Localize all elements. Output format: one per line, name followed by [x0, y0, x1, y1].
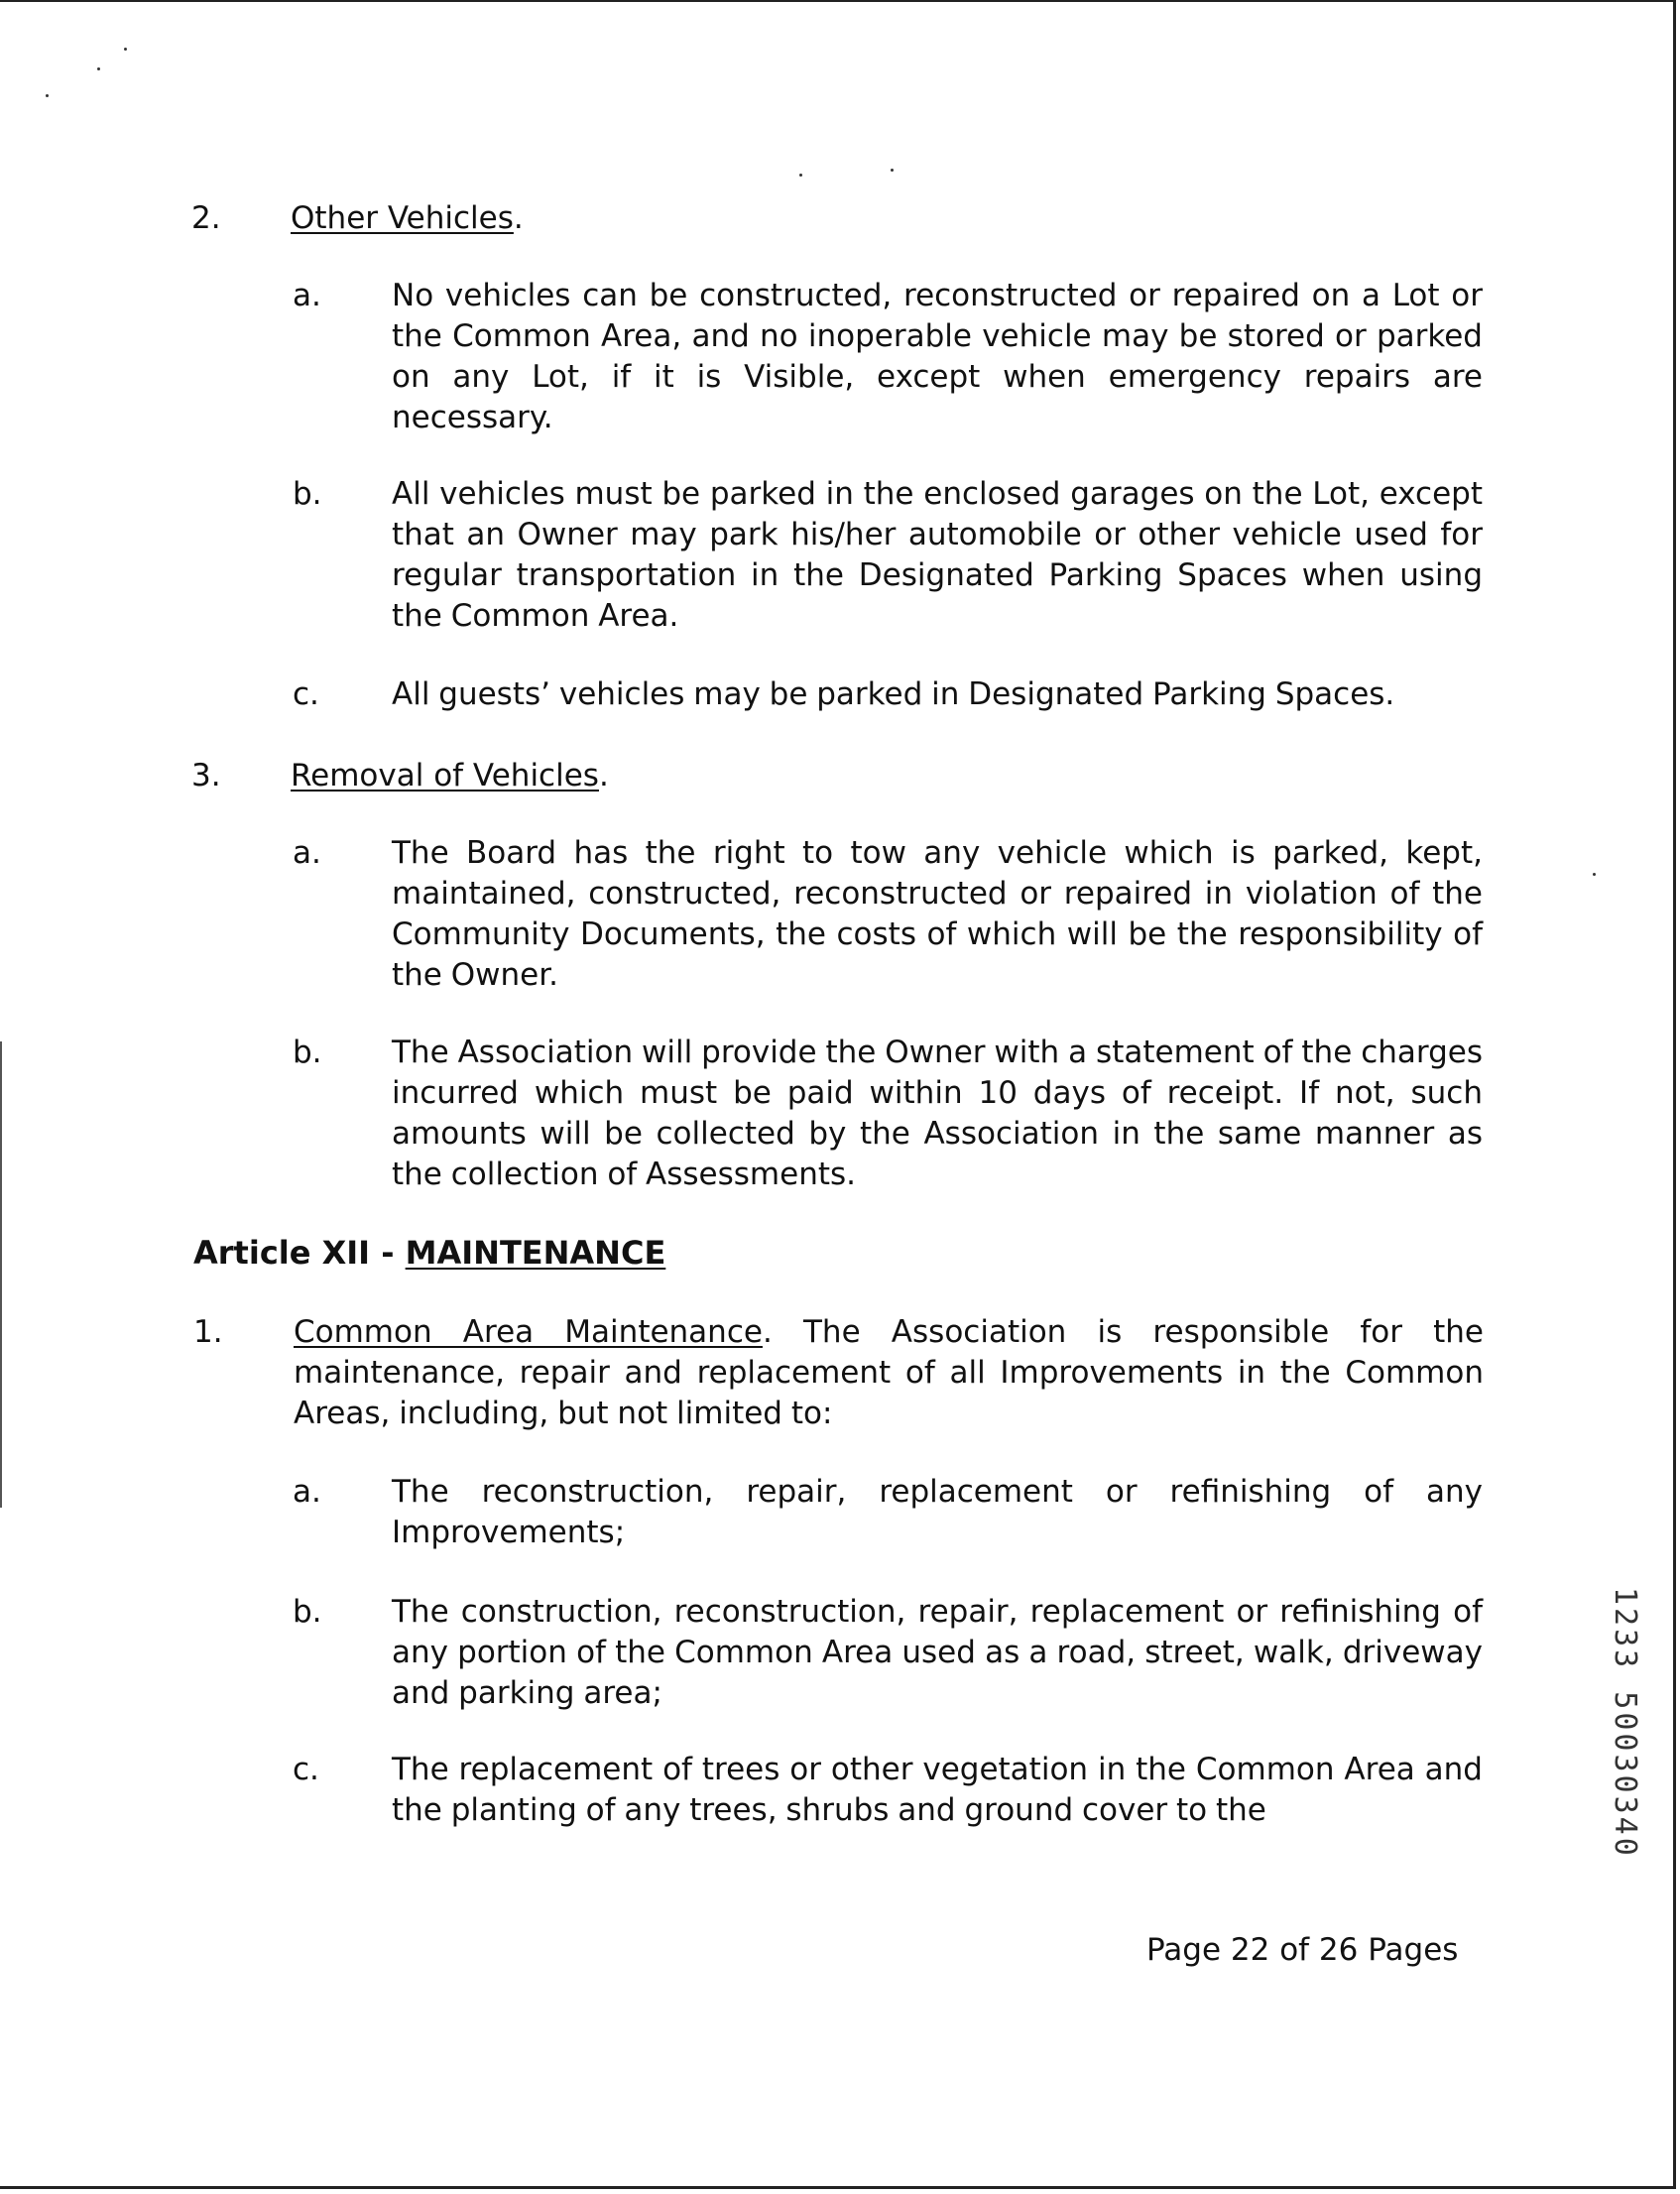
recording-stamp-text: 1233 50030340 — [1608, 1587, 1642, 1859]
item-letter: c. — [293, 676, 319, 712]
section-intro-text: . The Association is responsible for the maintenance, repair and replacement of all Improvements in the Common Areas, including, but not limited to: — [294, 1314, 1484, 1431]
item-text: The reconstruction, repair, replacement or refinishing of any Improvements; — [392, 1474, 1483, 1550]
item-text: All vehicles must be parked in the enclosed garages on the Lot, except that an Owner may park his/her automobile or other vehicle used for regular transportation in the Designated Parking Spaces when using the Common Area. — [392, 476, 1483, 634]
item-letter: a. — [293, 278, 321, 313]
article-heading — [193, 1233, 665, 1274]
section-number: 3. — [191, 758, 221, 793]
article-title: MAINTENANCE — [405, 1234, 666, 1272]
section-title-suffix: . — [513, 200, 524, 236]
section-intro — [294, 1312, 1484, 1434]
item-letter: a. — [293, 1474, 321, 1510]
item-letter: b. — [293, 1035, 322, 1070]
page-number: Page 22 of 26 Pages — [1146, 1932, 1459, 1968]
item-letter: b. — [293, 476, 322, 512]
item-text: The construction, reconstruction, repair, replacement or refinishing of any portion of the Common Area used as a road, street, walk, driveway and parking area; — [392, 1594, 1483, 1711]
section-title: Other Vehicles — [291, 200, 514, 236]
item-text: All guests’ vehicles may be parked in Designated Parking Spaces. — [392, 676, 1395, 712]
recording-stamp — [1609, 1587, 1648, 1885]
item-text: The Board has the right to tow any vehicle which is parked, kept, maintained, constructed, reconstructed or repaired in violation of the Community Documents, the costs of which will be the responsibility of the Owner. — [392, 835, 1483, 993]
section-title: Common Area Maintenance — [294, 1314, 763, 1350]
section-heading — [291, 756, 609, 796]
section-title: Removal of Vehicles — [291, 758, 599, 793]
item-text: No vehicles can be constructed, reconstructed or repaired on a Lot or the Common Area, and no inoperable vehicle may be stored or parked on any Lot, if it is Visible, except when emergency repairs are necessary. — [392, 278, 1483, 435]
item-letter: c. — [293, 1752, 319, 1787]
item-text: The replacement of trees or other vegetation in the Common Area and the planting of any trees, shrubs and ground cover to the — [392, 1752, 1483, 1828]
section-number: 1. — [193, 1314, 223, 1350]
item-text: The Association will provide the Owner with a statement of the charges incurred which must be paid within 10 days of receipt. If not, such amounts will be collected by the Association in the same manner as the collection of Assessments. — [392, 1035, 1483, 1192]
section-title-suffix: . — [598, 758, 609, 793]
article-prefix: Article XII - — [193, 1234, 406, 1272]
item-letter: b. — [293, 1594, 322, 1630]
item-letter: a. — [293, 835, 321, 871]
section-number: 2. — [191, 200, 221, 236]
section-heading — [291, 198, 524, 239]
